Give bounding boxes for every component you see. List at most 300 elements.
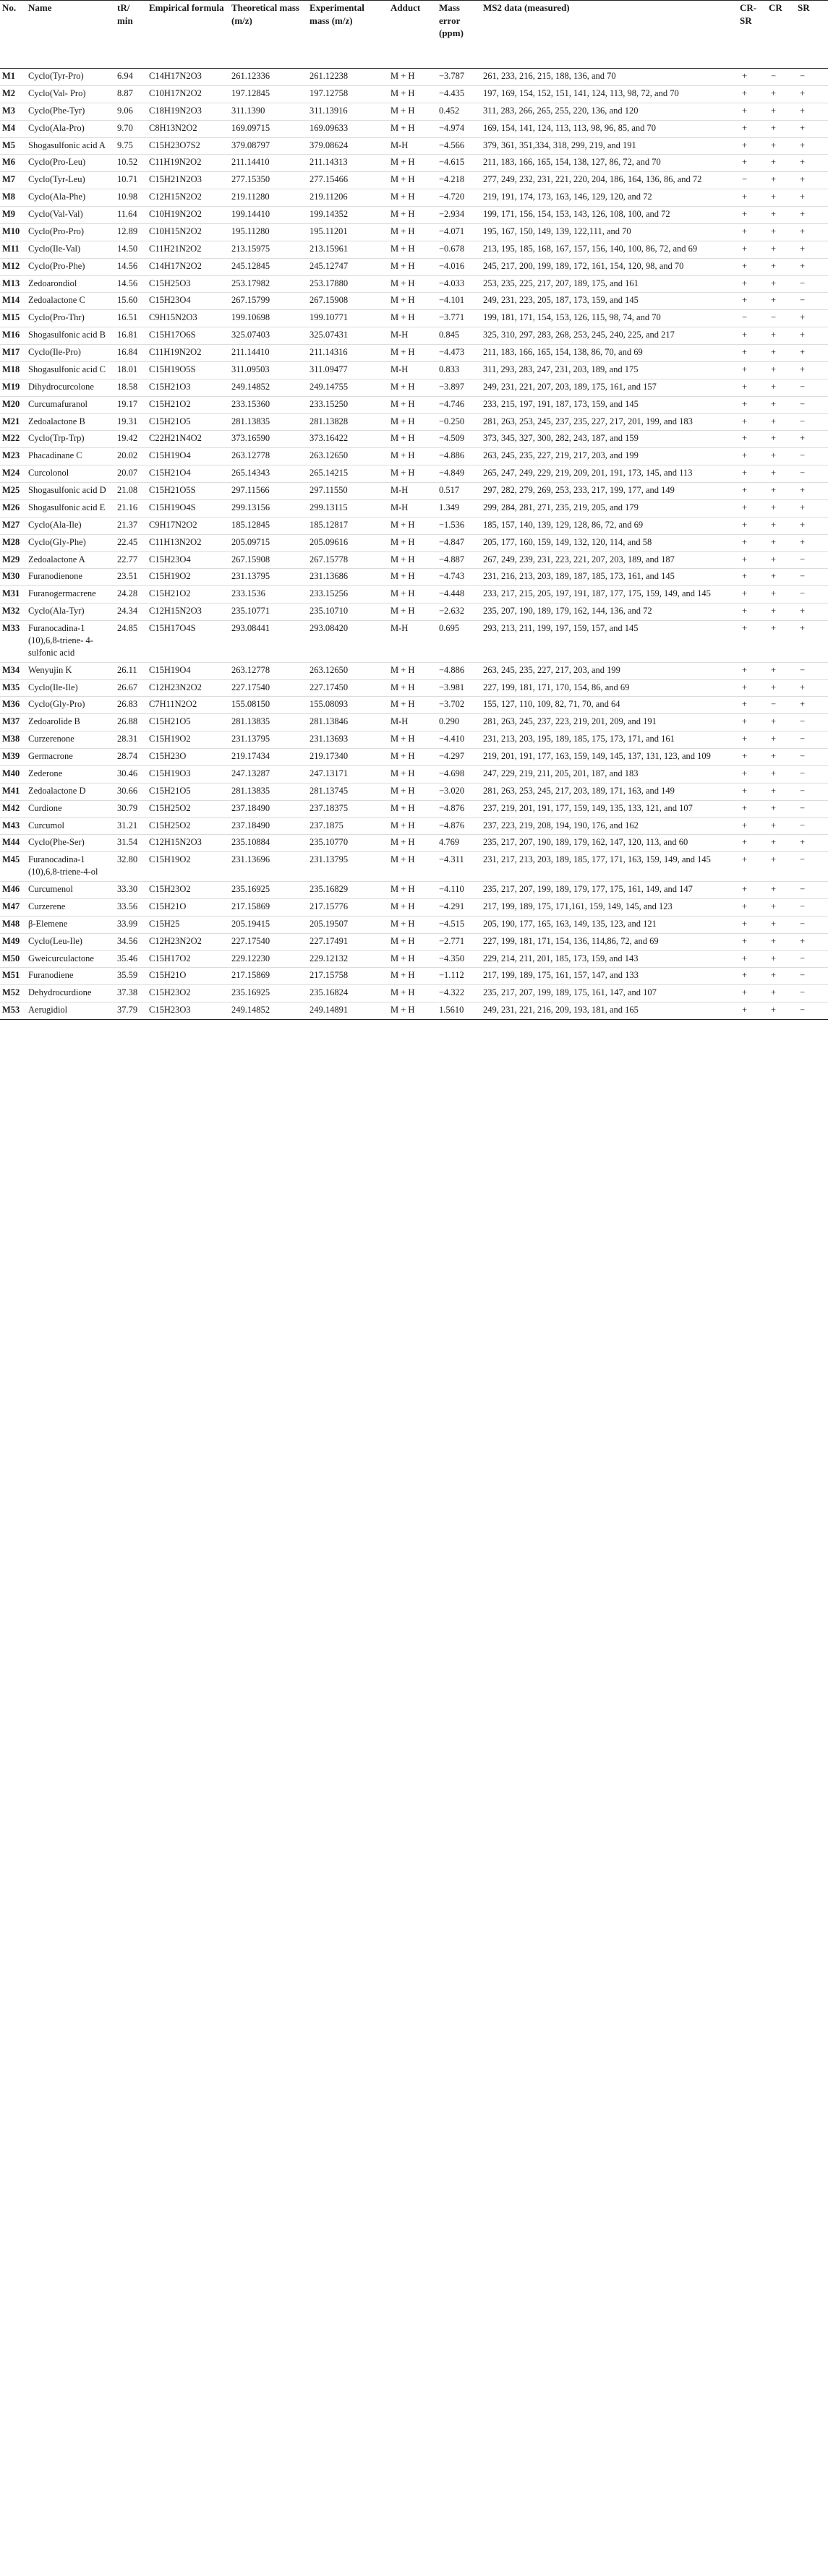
cell-theoretical-mass: 281.13835 [229,413,307,431]
cell-mass-error: −1.112 [437,968,481,985]
cell-no: M34 [0,662,26,679]
cell-theoretical-mass: 373.16590 [229,431,307,448]
cell-theoretical-mass: 263.12778 [229,662,307,679]
cell-empirical-formula: C15H21O2 [147,586,229,604]
cell-mass-error: −3.897 [437,379,481,396]
cell-ms2-data: 263, 245, 235, 227, 219, 217, 203, and 199 [481,448,738,465]
cell-sr: − [795,916,828,933]
cell-empirical-formula: C15H25O2 [147,800,229,817]
cell-name: Cyclo(Ala-Ile) [26,517,115,534]
cell-theoretical-mass: 247.13287 [229,765,307,783]
cell-sr: + [795,258,828,275]
cell-sr: + [795,103,828,120]
cell-sr: − [795,448,828,465]
cell-retention-time: 16.84 [115,345,147,362]
cell-cr-sr: + [738,258,767,275]
cell-name: Cyclo(Tyr-Pro) [26,69,115,86]
cell-cr: + [767,172,795,189]
cell-experimental-mass: 233.15256 [307,586,388,604]
cell-retention-time: 10.52 [115,155,147,172]
cell-ms2-data: 249, 231, 221, 207, 203, 189, 175, 161, and 157 [481,379,738,396]
cell-theoretical-mass: 235.10771 [229,604,307,621]
cell-adduct: M + H [388,517,437,534]
cell-sr: − [795,800,828,817]
cell-cr: − [767,310,795,327]
cell-no: M1 [0,69,26,86]
cell-cr: + [767,534,795,551]
cell-experimental-mass: 297.11550 [307,483,388,500]
table-row [0,345,828,362]
cell-ms2-data: 169, 154, 141, 124, 113, 113, 98, 96, 85, and 70 [481,120,738,137]
cell-cr-sr: + [738,783,767,800]
cell-empirical-formula: C15H19O2 [147,569,229,586]
table-row [0,293,828,310]
cell-experimental-mass: 197.12758 [307,85,388,103]
cell-mass-error: −4.322 [437,985,481,1003]
cell-empirical-formula: C15H17O4S [147,621,229,663]
cell-experimental-mass: 185.12817 [307,517,388,534]
cell-ms2-data: 311, 293, 283, 247, 231, 203, 189, and 175 [481,361,738,379]
cell-theoretical-mass: 235.16925 [229,882,307,899]
table-row [0,714,828,731]
cell-mass-error: 1.349 [437,499,481,517]
cell-mass-error: 0.452 [437,103,481,120]
cell-name: Cyclo(Ala-Tyr) [26,604,115,621]
cell-theoretical-mass: 237.18490 [229,817,307,835]
cell-empirical-formula: C11H19N2O2 [147,345,229,362]
cell-mass-error: −2.771 [437,933,481,950]
cell-ms2-data: 219, 191, 174, 173, 163, 146, 129, 120, and 72 [481,189,738,207]
cell-name: Shogasulfonic acid E [26,499,115,517]
cell-sr: − [795,275,828,293]
cell-sr: − [795,968,828,985]
cell-experimental-mass: 235.16829 [307,882,388,899]
cell-adduct: M + H [388,120,437,137]
cell-mass-error: −4.101 [437,293,481,310]
cell-adduct: M + H [388,817,437,835]
cell-no: M6 [0,155,26,172]
cell-no: M29 [0,551,26,569]
cell-no: M19 [0,379,26,396]
cell-no: M9 [0,207,26,224]
cell-retention-time: 33.30 [115,882,147,899]
cell-experimental-mass: 199.14352 [307,207,388,224]
cell-cr-sr: + [738,551,767,569]
cell-cr-sr: + [738,1003,767,1020]
cell-retention-time: 12.89 [115,223,147,241]
table-row [0,85,828,103]
cell-empirical-formula: C10H17N2O2 [147,85,229,103]
header-adduct: Adduct [388,1,437,69]
cell-cr: + [767,396,795,413]
cell-theoretical-mass: 195.11280 [229,223,307,241]
cell-no: M31 [0,586,26,604]
cell-cr-sr: + [738,933,767,950]
cell-ms2-data: 325, 310, 297, 283, 268, 253, 245, 240, 225, and 217 [481,327,738,345]
cell-name: Shogasulfonic acid B [26,327,115,345]
cell-cr-sr: + [738,85,767,103]
cell-cr: + [767,155,795,172]
cell-name: Cyclo(Tyr-Leu) [26,172,115,189]
cell-cr-sr: + [738,569,767,586]
cell-name: Zedoalactone B [26,413,115,431]
cell-name: Shogasulfonic acid C [26,361,115,379]
cell-retention-time: 21.16 [115,499,147,517]
cell-cr: + [767,621,795,663]
cell-mass-error: −2.934 [437,207,481,224]
table-row [0,569,828,586]
cell-experimental-mass: 227.17491 [307,933,388,950]
table-row [0,835,828,852]
cell-empirical-formula: C15H21N2O3 [147,172,229,189]
cell-adduct: M + H [388,379,437,396]
cell-adduct: M + H [388,783,437,800]
cell-no: M20 [0,396,26,413]
cell-name: Curcumafuranol [26,396,115,413]
cell-experimental-mass: 311.09477 [307,361,388,379]
cell-sr: − [795,551,828,569]
cell-adduct: M + H [388,310,437,327]
cell-mass-error: −4.615 [437,155,481,172]
cell-cr-sr: + [738,765,767,783]
cell-no: M18 [0,361,26,379]
cell-mass-error: −3.702 [437,697,481,714]
cell-retention-time: 14.50 [115,241,147,258]
header-empirical-formula: Empirical formula [147,1,229,69]
cell-retention-time: 30.79 [115,800,147,817]
cell-adduct: M + H [388,569,437,586]
cell-name: Cyclo(Gly-Pro) [26,697,115,714]
cell-mass-error: 0.290 [437,714,481,731]
cell-name: Dihydrocurcolone [26,379,115,396]
cell-empirical-formula: C15H19O5S [147,361,229,379]
table-row [0,882,828,899]
cell-theoretical-mass: 325.07403 [229,327,307,345]
cell-theoretical-mass: 199.14410 [229,207,307,224]
table-row [0,327,828,345]
cell-empirical-formula: C11H21N2O2 [147,241,229,258]
cell-experimental-mass: 233.15250 [307,396,388,413]
cell-no: M50 [0,950,26,968]
cell-mass-error: 0.517 [437,483,481,500]
cell-experimental-mass: 235.16824 [307,985,388,1003]
cell-retention-time: 26.11 [115,662,147,679]
cell-retention-time: 10.98 [115,189,147,207]
cell-sr: + [795,697,828,714]
cell-theoretical-mass: 311.1390 [229,103,307,120]
cell-sr: + [795,241,828,258]
cell-adduct: M + H [388,749,437,766]
cell-name: Zedoalactone A [26,551,115,569]
cell-name: Cyclo(Leu-Ile) [26,933,115,950]
cell-theoretical-mass: 211.14410 [229,155,307,172]
cell-theoretical-mass: 169.09715 [229,120,307,137]
cell-adduct: M + H [388,968,437,985]
cell-adduct: M-H [388,483,437,500]
cell-empirical-formula: C8H13N2O2 [147,120,229,137]
cell-sr: − [795,817,828,835]
cell-empirical-formula: C12H23N2O2 [147,933,229,950]
cell-adduct: M + H [388,852,437,882]
cell-sr: − [795,749,828,766]
cell-mass-error: −1.536 [437,517,481,534]
table-row [0,697,828,714]
cell-experimental-mass: 249.14755 [307,379,388,396]
cell-name: Zederone [26,765,115,783]
cell-theoretical-mass: 299.13156 [229,499,307,517]
cell-retention-time: 28.31 [115,731,147,749]
cell-mass-error: −4.720 [437,189,481,207]
cell-no: M3 [0,103,26,120]
cell-cr-sr: + [738,103,767,120]
cell-cr: + [767,483,795,500]
cell-retention-time: 26.83 [115,697,147,714]
cell-cr: + [767,137,795,155]
cell-experimental-mass: 267.15908 [307,293,388,310]
cell-name: Zedoalactone C [26,293,115,310]
cell-no: M42 [0,800,26,817]
table-row [0,431,828,448]
cell-retention-time: 9.70 [115,120,147,137]
header-cr-sr: CR-SR [738,1,767,69]
cell-no: M40 [0,765,26,783]
cell-ms2-data: 237, 223, 219, 208, 194, 190, 176, and 162 [481,817,738,835]
cell-sr: − [795,413,828,431]
cell-cr: + [767,413,795,431]
cell-retention-time: 33.56 [115,898,147,916]
cell-empirical-formula: C15H23O3 [147,1003,229,1020]
cell-no: M4 [0,120,26,137]
table-row [0,499,828,517]
cell-adduct: M + H [388,448,437,465]
table-row [0,968,828,985]
cell-retention-time: 32.80 [115,852,147,882]
cell-cr-sr: + [738,817,767,835]
cell-no: M17 [0,345,26,362]
cell-name: Cyclo(Ala-Phe) [26,189,115,207]
cell-retention-time: 20.02 [115,448,147,465]
cell-experimental-mass: 311.13916 [307,103,388,120]
cell-name: Cyclo(Trp-Trp) [26,431,115,448]
cell-cr: + [767,898,795,916]
cell-ms2-data: 219, 201, 191, 177, 163, 159, 149, 145, 137, 131, 123, and 109 [481,749,738,766]
cell-retention-time: 30.46 [115,765,147,783]
cell-adduct: M + H [388,345,437,362]
cell-experimental-mass: 169.09633 [307,120,388,137]
cell-experimental-mass: 281.13846 [307,714,388,731]
cell-retention-time: 22.77 [115,551,147,569]
cell-name: Dehydrocurdione [26,985,115,1003]
cell-cr: + [767,882,795,899]
cell-mass-error: −4.876 [437,800,481,817]
cell-theoretical-mass: 311.09503 [229,361,307,379]
cell-empirical-formula: C15H19O2 [147,731,229,749]
table-row [0,852,828,882]
cell-sr: − [795,783,828,800]
cell-cr: + [767,379,795,396]
cell-sr: + [795,431,828,448]
cell-adduct: M + H [388,679,437,697]
cell-theoretical-mass: 245.12845 [229,258,307,275]
cell-name: Furanodiene [26,968,115,985]
cell-no: M48 [0,916,26,933]
cell-adduct: M + H [388,551,437,569]
cell-no: M51 [0,968,26,985]
cell-empirical-formula: C15H21O2 [147,396,229,413]
cell-name: Gweicurculactone [26,950,115,968]
cell-experimental-mass: 155.08093 [307,697,388,714]
cell-ms2-data: 205, 177, 160, 159, 149, 132, 120, 114, and 58 [481,534,738,551]
cell-theoretical-mass: 227.17540 [229,679,307,697]
cell-experimental-mass: 293.08420 [307,621,388,663]
cell-adduct: M-H [388,499,437,517]
cell-no: M23 [0,448,26,465]
cell-adduct: M + H [388,985,437,1003]
cell-empirical-formula: C15H23O7S2 [147,137,229,155]
cell-no: M22 [0,431,26,448]
cell-theoretical-mass: 211.14410 [229,345,307,362]
cell-sr: − [795,882,828,899]
cell-cr: + [767,499,795,517]
cell-cr-sr: + [738,662,767,679]
cell-retention-time: 14.56 [115,275,147,293]
cell-retention-time: 24.85 [115,621,147,663]
cell-ms2-data: 227, 199, 181, 171, 170, 154, 86, and 69 [481,679,738,697]
header-theoretical-mass: Theoretical mass (m/z) [229,1,307,69]
cell-retention-time: 6.94 [115,69,147,86]
table-row [0,586,828,604]
cell-retention-time: 18.01 [115,361,147,379]
cell-experimental-mass: 299.13115 [307,499,388,517]
header-name: Name [26,1,115,69]
cell-cr: + [767,207,795,224]
header-ms2-data: MS2 data (measured) [481,1,738,69]
cell-name: Curcolonol [26,465,115,483]
cell-cr: + [767,968,795,985]
cell-ms2-data: 235, 207, 190, 189, 179, 162, 144, 136, and 72 [481,604,738,621]
cell-mass-error: −4.297 [437,749,481,766]
cell-cr: + [767,85,795,103]
cell-theoretical-mass: 219.17434 [229,749,307,766]
header-experimental-mass: Experimental mass (m/z) [307,1,388,69]
cell-no: M52 [0,985,26,1003]
cell-sr: − [795,293,828,310]
cell-ms2-data: 249, 231, 221, 216, 209, 193, 181, and 165 [481,1003,738,1020]
cell-cr: + [767,800,795,817]
cell-cr: + [767,916,795,933]
cell-mass-error: −4.743 [437,569,481,586]
cell-ms2-data: 213, 195, 185, 168, 167, 157, 156, 140, 100, 86, 72, and 69 [481,241,738,258]
cell-adduct: M + H [388,933,437,950]
cell-retention-time: 37.79 [115,1003,147,1020]
cell-cr-sr: + [738,223,767,241]
cell-theoretical-mass: 249.14852 [229,1003,307,1020]
cell-retention-time: 16.81 [115,327,147,345]
cell-experimental-mass: 277.15466 [307,172,388,189]
cell-mass-error: −4.218 [437,172,481,189]
cell-theoretical-mass: 281.13835 [229,783,307,800]
cell-retention-time: 14.56 [115,258,147,275]
cell-experimental-mass: 219.17340 [307,749,388,766]
header-sr: SR [795,1,828,69]
cell-sr: − [795,396,828,413]
cell-theoretical-mass: 197.12845 [229,85,307,103]
cell-mass-error: −0.250 [437,413,481,431]
cell-sr: − [795,765,828,783]
cell-sr: + [795,207,828,224]
cell-cr: + [767,293,795,310]
cell-ms2-data: 247, 229, 219, 211, 205, 201, 187, and 183 [481,765,738,783]
cell-cr: + [767,679,795,697]
cell-ms2-data: 245, 217, 200, 199, 189, 172, 161, 154, 120, 98, and 70 [481,258,738,275]
cell-cr: + [767,223,795,241]
cell-empirical-formula: C15H23O2 [147,882,229,899]
cell-empirical-formula: C15H21O [147,968,229,985]
cell-adduct: M-H [388,137,437,155]
cell-ms2-data: 265, 247, 249, 229, 219, 209, 201, 191, 173, 145, and 113 [481,465,738,483]
cell-no: M12 [0,258,26,275]
cell-experimental-mass: 229.12132 [307,950,388,968]
cell-retention-time: 19.17 [115,396,147,413]
cell-retention-time: 33.99 [115,916,147,933]
cell-empirical-formula: C15H23O4 [147,293,229,310]
table-row [0,275,828,293]
cell-retention-time: 24.28 [115,586,147,604]
cell-experimental-mass: 205.19507 [307,916,388,933]
cell-adduct: M + H [388,396,437,413]
cell-cr: + [767,783,795,800]
cell-experimental-mass: 373.16422 [307,431,388,448]
cell-theoretical-mass: 155.08150 [229,697,307,714]
cell-adduct: M-H [388,714,437,731]
table-row [0,413,828,431]
cell-experimental-mass: 237.18375 [307,800,388,817]
cell-name: Curzerene [26,898,115,916]
cell-sr: + [795,499,828,517]
cell-empirical-formula: C15H23O [147,749,229,766]
table-row [0,258,828,275]
cell-cr-sr: + [738,968,767,985]
table-row [0,223,828,241]
cell-theoretical-mass: 217.15869 [229,898,307,916]
cell-no: M35 [0,679,26,697]
cell-ms2-data: 263, 245, 235, 227, 217, 203, and 199 [481,662,738,679]
cell-name: Zedoarondiol [26,275,115,293]
cell-theoretical-mass: 293.08441 [229,621,307,663]
table-row [0,604,828,621]
cell-sr: − [795,985,828,1003]
cell-no: M14 [0,293,26,310]
cell-empirical-formula: C12H23N2O2 [147,679,229,697]
cell-cr-sr: + [738,517,767,534]
cell-adduct: M + H [388,534,437,551]
cell-empirical-formula: C18H19N2O3 [147,103,229,120]
cell-retention-time: 26.88 [115,714,147,731]
cell-no: M13 [0,275,26,293]
cell-name: β-Elemene [26,916,115,933]
cell-empirical-formula: C14H17N2O3 [147,69,229,86]
cell-ms2-data: 233, 217, 215, 205, 197, 191, 187, 177, 175, 159, 149, and 145 [481,586,738,604]
cell-ms2-data: 217, 199, 189, 175, 161, 157, 147, and 133 [481,968,738,985]
cell-retention-time: 21.37 [115,517,147,534]
cell-adduct: M + H [388,207,437,224]
cell-retention-time: 30.66 [115,783,147,800]
cell-cr: + [767,103,795,120]
cell-ms2-data: 235, 217, 207, 190, 189, 179, 162, 147, 120, 113, and 60 [481,835,738,852]
cell-mass-error: −4.473 [437,345,481,362]
cell-name: Cyclo(Pro-Thr) [26,310,115,327]
cell-mass-error: −4.509 [437,431,481,448]
